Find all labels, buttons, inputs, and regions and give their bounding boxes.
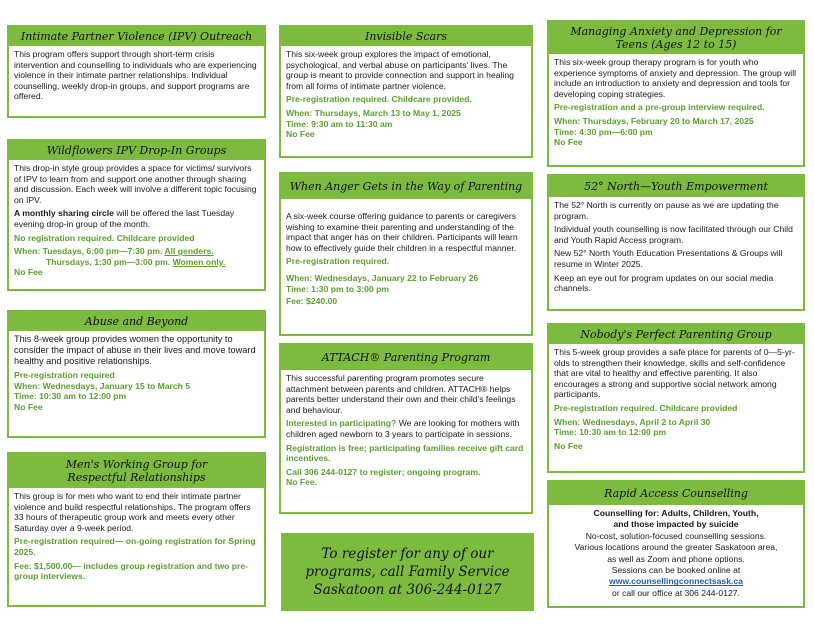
rapid-access-card xyxy=(547,480,805,608)
time-line: Time: 10:30 am to 12:00 pm xyxy=(14,391,127,402)
card-title: Nobody's Perfect Parenting Group xyxy=(549,325,803,344)
schedule-line: When: Wednesdays, January 15 to March 5 xyxy=(14,380,191,391)
card-title: Managing Anxiety and Depression for Teens (Ages 12 to 15) xyxy=(549,22,803,54)
fee-line: Fee: $240.00 xyxy=(286,296,338,307)
schedule-line: When: Wednesdays, April 2 to April 30 xyxy=(554,416,711,427)
schedule-line: When: Tuesdays, 6:00 pm—7:30 pm. All genders. xyxy=(14,246,214,257)
rapid-info-line: Various locations around the greater Saskatoon area, xyxy=(574,542,778,553)
time-line: Time: 1:30 pm to 3:00 pm xyxy=(286,283,389,294)
registration-note: Pre-registration required. Childcare provided xyxy=(554,402,738,413)
rapid-audience-line: and those impacted by suicide xyxy=(613,519,739,530)
rapid-info-line: or call our office at 306 244-0127. xyxy=(612,587,740,598)
wildflowers-card xyxy=(7,139,266,291)
sharing-circle-note: A monthly sharing circle will be offered the last Tuesday evening drop-in group of the month. xyxy=(14,208,235,229)
fee-line: No Fee xyxy=(14,401,43,412)
registration-note: Registration is free; participating families receive gift card incentives. xyxy=(286,442,524,464)
card-title: Men's Working Group for Respectful Relationships xyxy=(9,454,264,488)
rapid-info-line: No-cost, solution-focused counselling sessions. xyxy=(585,530,767,541)
registration-note: Pre-registration required— on-going registration for Spring 2025. xyxy=(14,536,256,557)
card-description: A six-week course offering guidance to parents or caregivers wishing to examine their parenting and understanding of the impact that anger has on their children. Participants will learn how to effectively guide their children in a respectful manner. xyxy=(286,211,518,253)
schedule-line: Thursdays, 1:30 pm—3:00 pm. Women only. xyxy=(46,256,226,267)
registration-note: Pre-registration required xyxy=(14,370,115,380)
invisible-scars-card xyxy=(279,25,533,158)
registration-note: Pre-registration required. Childcare provided. xyxy=(286,94,472,105)
card-description: This program offers support through short-term crisis intervention and counselling to individuals who are experiencing violence in their intimate partner relationships. Individual counselling, weekly drop-in groups, and support programs are offered. xyxy=(14,49,257,102)
registration-note: No registration required. Childcare provided xyxy=(14,232,195,243)
card-description: This 8-week group provides women the opportunity to consider the impact of abuse in their lives and move toward healthy and positive relationships. xyxy=(14,334,256,366)
card-title: Abuse and Beyond xyxy=(9,312,264,331)
card-paragraph: New 52° North Youth Education Presentations & Groups will resume in Winter 2025. xyxy=(554,248,783,269)
time-line: Time: 9:30 am to 11:30 am xyxy=(286,118,393,129)
rapid-audience-line: Counselling for: Adults, Children, Youth, xyxy=(593,508,759,518)
interest-note: Interested in participating? We are looking for mothers with children aged newborn to 3 years to participate in sessions. xyxy=(286,418,520,439)
card-title: Wildflowers IPV Drop-In Groups xyxy=(9,141,264,160)
fee-line: No Fee xyxy=(554,440,583,451)
fee-line: No Fee xyxy=(14,267,43,278)
fee-line: No Fee xyxy=(286,129,315,140)
schedule-line: When: Thursdays, February 20 to March 17, 2025 xyxy=(554,115,754,126)
card-title: Rapid Access Counselling xyxy=(549,482,803,505)
fee-line: Fee: $1,500.00— includes group registration and two pre-group interviews. xyxy=(14,560,248,582)
card-title: Intimate Partner Violence (IPV) Outreach xyxy=(9,27,264,46)
time-line: Time: 10:30 am to 12:00 pm xyxy=(554,427,667,438)
ipv-outreach-card xyxy=(7,25,266,118)
card-description: This six-week group therapy program is for youth who experience symptoms of anxiety and depression. The group will include an introduction to anxiety and depression and tools for developing coping strategies. xyxy=(554,57,797,99)
card-paragraph: Individual youth counselling is now facilitated through our Child and Youth Rapid Access program. xyxy=(554,224,793,245)
card-description: This 5-week group provides a safe place for parents of 0—5-yr-olds to strengthen their knowledge, skills and self-confidence that are vital to healthy and effective parenting. It also encourages a strong and supportive social network among participants. xyxy=(554,347,795,400)
card-title: ATTACH® Parenting Program xyxy=(281,345,531,370)
abuse-and-beyond-card xyxy=(7,310,266,438)
card-description: This drop-in style group provides a space for victims/ survivors of IPV to learn from and support one another through sharing and discussion. Each week will involve a different topic focusing on IPV. xyxy=(14,163,257,205)
register-banner: To register for any of our programs, call Family Service Saskatoon at 306-244-0127 xyxy=(281,533,534,611)
card-description: This group is for men who want to end their intimate partner violence and build respectful relationships. The program offers 33 hours of therapeutic group work and meets every other Saturday over a 9-week period. xyxy=(14,491,251,533)
card-paragraph: The 52° North is currently on pause as we are updating the program. xyxy=(554,200,779,221)
card-title: 52° North—Youth Empowerment xyxy=(549,176,803,197)
schedule-line: When: Wednesdays, January 22 to February 26 xyxy=(286,272,479,283)
card-paragraph: Keep an eye out for program updates on our social media channels. xyxy=(554,272,774,294)
call-line: Call 306 244-0127 to register; ongoing program. xyxy=(286,466,481,477)
anxiety-depression-card xyxy=(547,20,805,167)
mens-working-group-card xyxy=(7,452,266,607)
rapid-info-line: Sessions can be booked online at xyxy=(611,565,741,576)
nobodys-perfect-card xyxy=(547,323,805,473)
anger-parenting-card xyxy=(279,172,533,336)
card-description: This successful parenting program promotes secure attachment between parents and children. ATTACH® helps parents better understand their own and their child's feelings and behaviour. xyxy=(286,373,516,415)
youth-empowerment-card xyxy=(547,174,805,311)
schedule-line: When: Thursdays, March 13 to May 1, 2025 xyxy=(286,107,461,118)
registration-note: Pre-registration and a pre-group interview required. xyxy=(554,102,765,113)
rapid-info-line: as well as Zoom and phone options. xyxy=(607,553,745,564)
booking-link[interactable]: www.counsellingconnectsask.ca xyxy=(609,576,743,587)
registration-note: Pre-registration required. xyxy=(286,256,390,267)
fee-line: No Fee xyxy=(554,137,583,148)
attach-program-card xyxy=(279,343,533,514)
fee-line: No Fee. xyxy=(286,477,318,488)
card-description: This six-week group explores the impact of emotional, psychological, and verbal abuse on participants' lives. The group is meant to provide connection and support in healing from all forms of intimate partner violence. xyxy=(286,49,514,91)
time-line: Time: 4:30 pm—6:00 pm xyxy=(554,126,653,137)
card-title: Invisible Scars xyxy=(281,27,531,46)
card-title: When Anger Gets in the Way of Parenting xyxy=(281,174,531,199)
